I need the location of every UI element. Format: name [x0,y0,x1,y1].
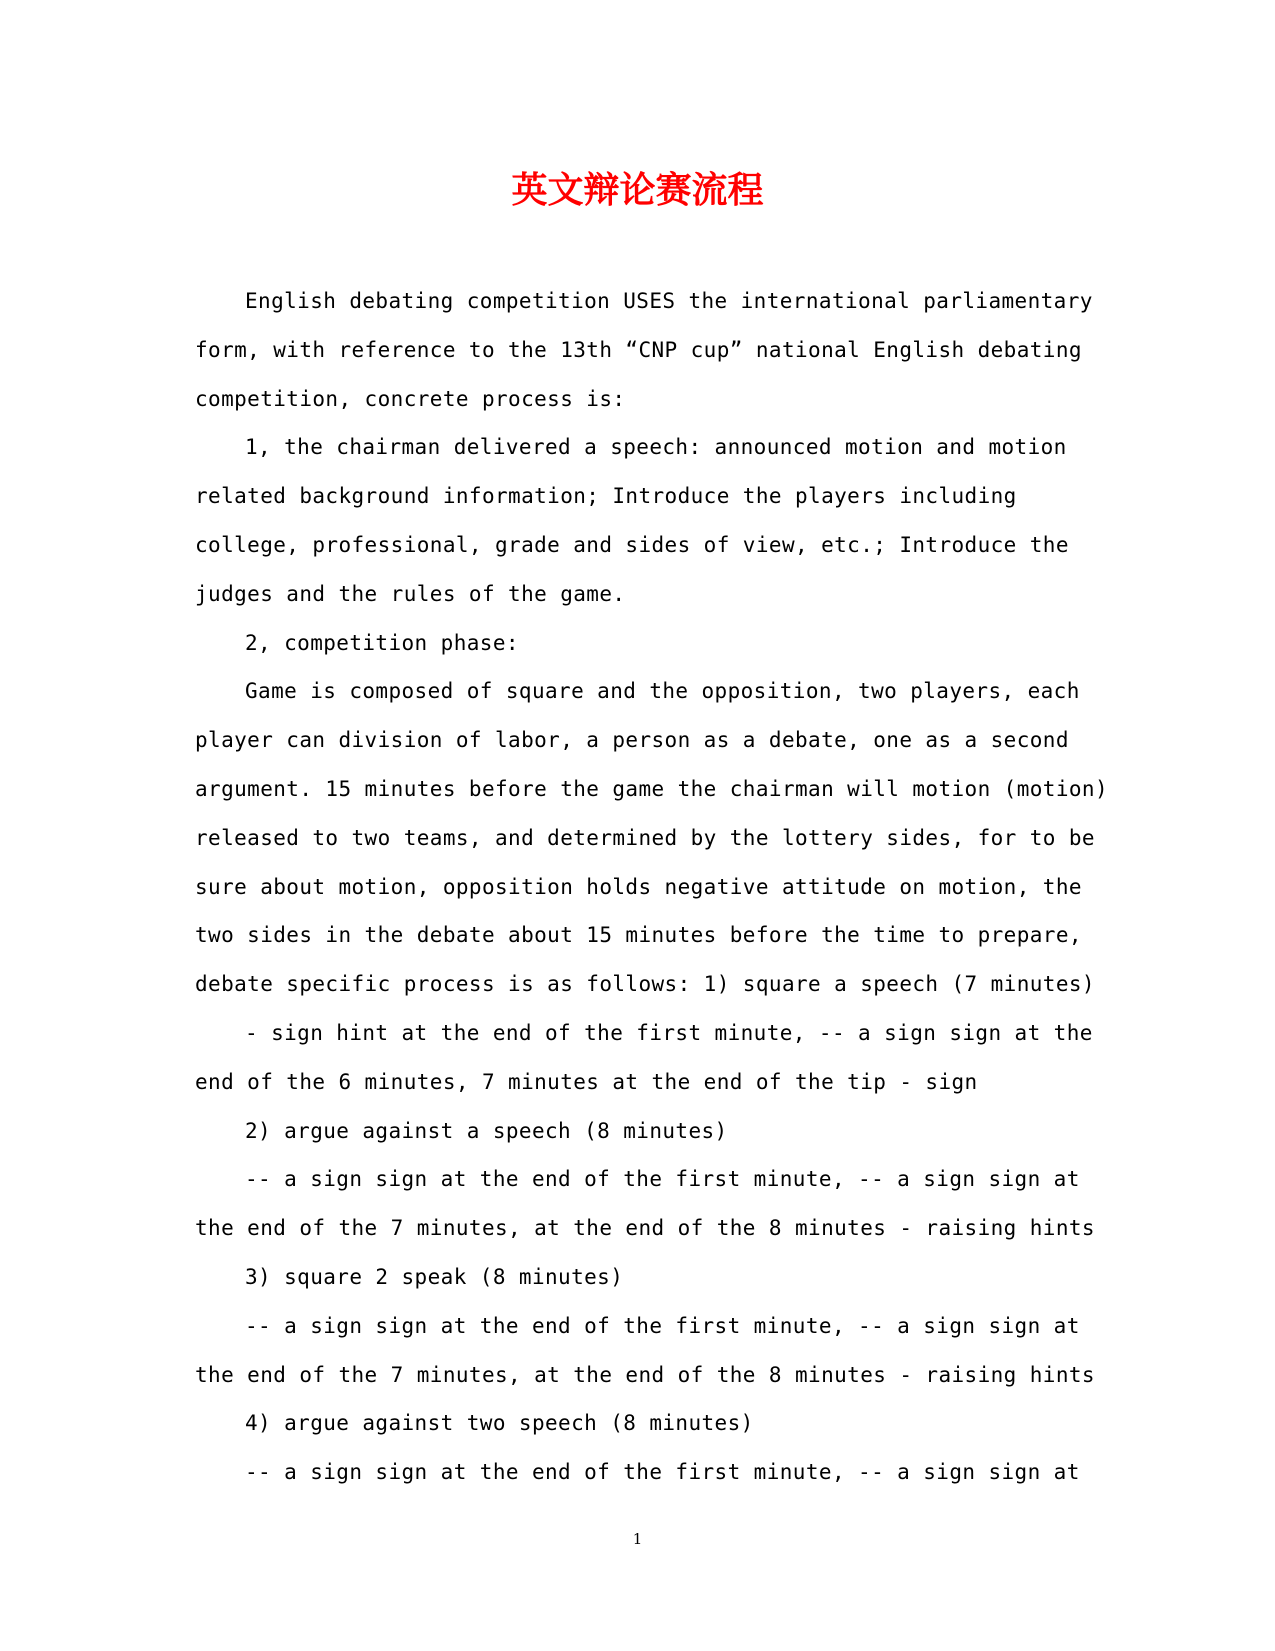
text-line: college, professional, grade and sides of view, etc.; Introduce the [195,532,1069,557]
text-line: -- a sign sign at the end of the first minute, -- a sign sign at [245,1460,1080,1485]
text-line: related background information; Introduce the players including [195,484,1017,509]
page-number: 1 [632,1530,643,1548]
text-line: -- a sign sign at the end of the first minute, -- a sign sign at [245,1313,1080,1338]
text-line: two sides in the debate about 15 minutes before the time to prepare, [195,923,1082,948]
text-line: debate specific process is as follows: 1) square a speech (7 minutes) [195,972,1095,997]
text-line: 3) square 2 speak (8 minutes) [245,1264,624,1289]
text-line: - sign hint at the end of the first minute, -- a sign sign at the [245,1020,1093,1045]
text-line: 1, the chairman delivered a speech: announced motion and motion [245,435,1067,460]
text-line: 2, competition phase: [245,630,519,655]
text-line: 2) argue against a speech (8 minutes) [245,1118,728,1143]
document-body [195,277,1109,1497]
text-line: 4) argue against two speech (8 minutes) [245,1411,754,1436]
text-line: the end of the 7 minutes, at the end of the 8 minutes - raising hints [195,1362,1095,1387]
text-line: the end of the 7 minutes, at the end of the 8 minutes - raising hints [195,1216,1095,1241]
text-line: English debating competition USES the international parliamentary [245,289,1093,313]
text-line: judges and the rules of the game. [195,581,626,606]
text-line: form, with reference to the 13th “CNP cup” national English debating [195,337,1082,362]
text-line: argument. 15 minutes before the game the chairman will motion (motion) [195,776,1109,801]
document-title: 英文辩论赛流程 [511,169,764,211]
text-line: player can division of labor, a person as a debate, one as a second [195,728,1069,753]
text-line: competition, concrete process is: [195,386,626,411]
text-line: -- a sign sign at the end of the first minute, -- a sign sign at [245,1167,1080,1192]
text-line: sure about motion, opposition holds negative attitude on motion, the [195,874,1082,899]
text-line: end of the 6 minutes, 7 minutes at the end of the tip - sign [195,1069,978,1094]
text-line: Game is composed of square and the opposition, two players, each [245,679,1080,704]
text-line: released to two teams, and determined by the lottery sides, for to be [195,825,1095,850]
